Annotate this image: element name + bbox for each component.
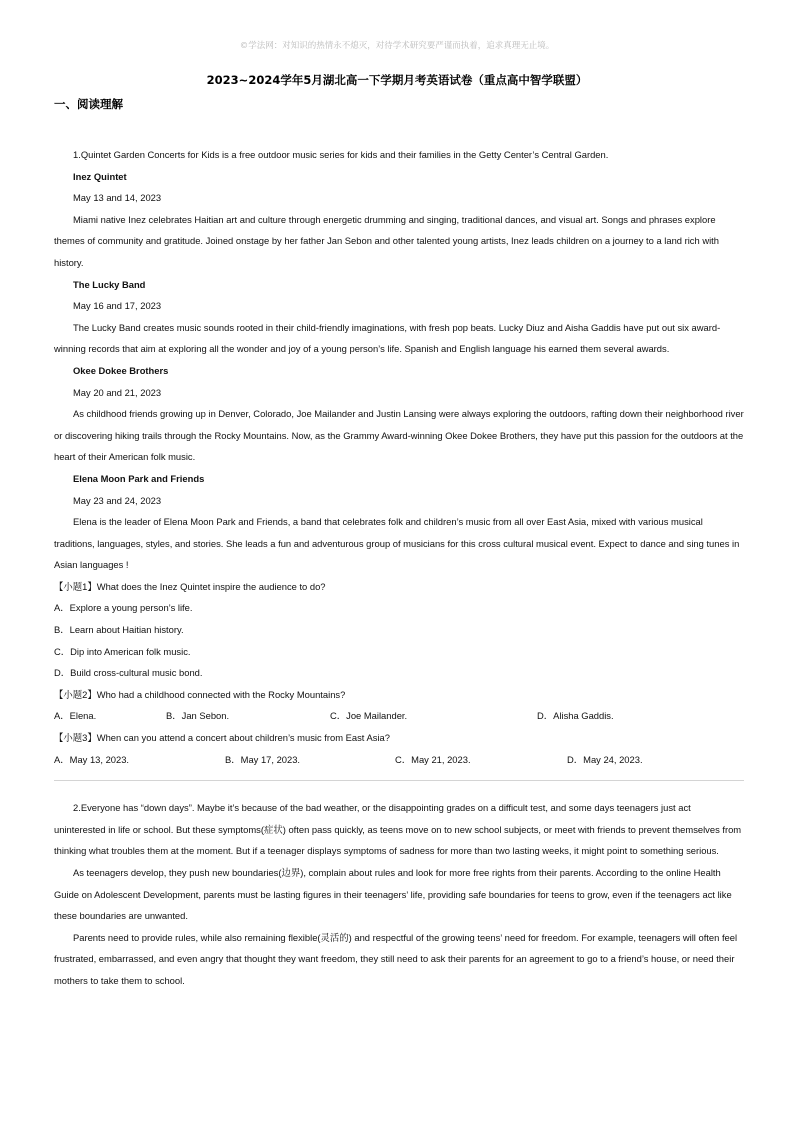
question-stem: 【小题1】What does the Inez Quintet inspire the audience to do? (54, 580, 326, 592)
passage-divider (54, 780, 744, 781)
question-option: A．Explore a young person’s life. (54, 602, 193, 614)
question-option: D．May 24, 2023. (567, 753, 643, 765)
act-date: May 23 and 24, 2023 (73, 494, 162, 506)
question-stem: 【小题3】When can you attend a concert about children’s music from East Asia? (54, 732, 390, 744)
act-description: Elena is the leader of Elena Moon Park and Friends, a band that celebrates folk and children’s music from all over East Asia, mixed with various musical traditions, languages, styles, and stories. She leads a fun and adventurous group of musicians for this cross cultural musical event. Expect to dance and sing tunes in Asian languages ! (54, 516, 740, 571)
question-option: C．May 21, 2023. (395, 753, 471, 765)
act-description: The Lucky Band creates music sounds rooted in their child-friendly imaginations, with fresh pop beats. Lucky Diuz and Aisha Gaddis have put out six award-winning records that aim at exploring all the wonder and joy of a young person’s life. Spanish and English language his earned them several awards. (54, 321, 721, 355)
question-option: A．Elena. (54, 710, 97, 722)
question-option: A．May 13, 2023. (54, 753, 130, 765)
page-title: 2023~2024学年5月湖北高一下学期月考英语试卷（重点高中智学联盟） (206, 73, 588, 87)
question-options-row (54, 749, 744, 771)
act-name: Inez Quintet (73, 170, 127, 182)
act-name: Elena Moon Park and Friends (73, 472, 205, 484)
act-name: The Lucky Band (73, 278, 146, 290)
act-date: May 20 and 21, 2023 (73, 386, 162, 398)
watermark: ©学法网：对知识的热情永不熄灭，对待学术研究要严谨而执着，追求真理无止境。 (239, 41, 555, 51)
question-option: B．May 17, 2023. (225, 753, 301, 765)
act-date: May 16 and 17, 2023 (73, 300, 162, 312)
document-body (54, 144, 744, 992)
passage2-paragraph: 2.Everyone has “down days”. Maybe it’s because of the bad weather, or the disappointing grades on a difficult test, and some days teenagers just act uninterested in life or school. But these symptoms(症状) often pass quickly, as teens move on to new school subjects, or meet with friends to prevent themselves from thinking what troubles them at the moment. But if a teenager displays symptoms of sadness for more than two lasting weeks, it might point to something serious. (54, 802, 742, 857)
act-date: May 13 and 14, 2023 (73, 192, 162, 204)
act-description: Miami native Inez celebrates Haitian art and culture through energetic drumming and singing, traditional dances, and visual art. Songs and phrases explore themes of community and gratitude. Joined onstage by her father Jan Sebon and other talented young artists, Inez leads children on a journey to a land rich with history. (54, 213, 719, 268)
question-options-row (54, 705, 744, 727)
question-option: B．Learn about Haitian history. (54, 624, 184, 636)
question-option: D．Alisha Gaddis. (537, 710, 614, 722)
act-description: As childhood friends growing up in Denver, Colorado, Joe Mailander and Justin Lansing were always exploring the outdoors, rafting down their neighborhood river or discovering hiking trails through the Rocky Mountains. Now, as the Grammy Award-winning Okee Dokee Brothers, they have put this passion for the outdoors at the heart of their American folk music. (54, 408, 744, 463)
act-name: Okee Dokee Brothers (73, 364, 169, 376)
question-stem: 【小题2】Who had a childhood connected with the Rocky Mountains? (54, 688, 346, 700)
question-option: C．Dip into American folk music. (54, 645, 191, 657)
section-heading: 一、阅读理解 (54, 97, 123, 111)
passage2-paragraph: Parents need to provide rules, while also remaining flexible(灵活的) and respectful of the growing teens’ need for freedom. For example, teenagers will often feel frustrated, embarrassed, and even angry that thought they want freedom, they still need to ask their parents for an agreement to go to a friend’s house, or need their mothers to take them to school. (54, 931, 738, 986)
question-option: D．Build cross-cultural music bond. (54, 667, 203, 679)
question-option: B．Jan Sebon. (166, 710, 230, 722)
question-option: C．Joe Mailander. (330, 710, 408, 722)
passage2-paragraph: As teenagers develop, they push new boundaries(边界), complain about rules and look for more free rights from their parents. According to the online Health Guide on Adolescent Development, parents must be lasting figures in their teenagers’ life, providing safe boundaries for teens to grow, even if the teenagers act like these boundaries are unwanted. (54, 867, 732, 922)
passage1-intro: 1.Quintet Garden Concerts for Kids is a free outdoor music series for kids and their families in the Getty Center’s Central Garden. (73, 149, 609, 160)
